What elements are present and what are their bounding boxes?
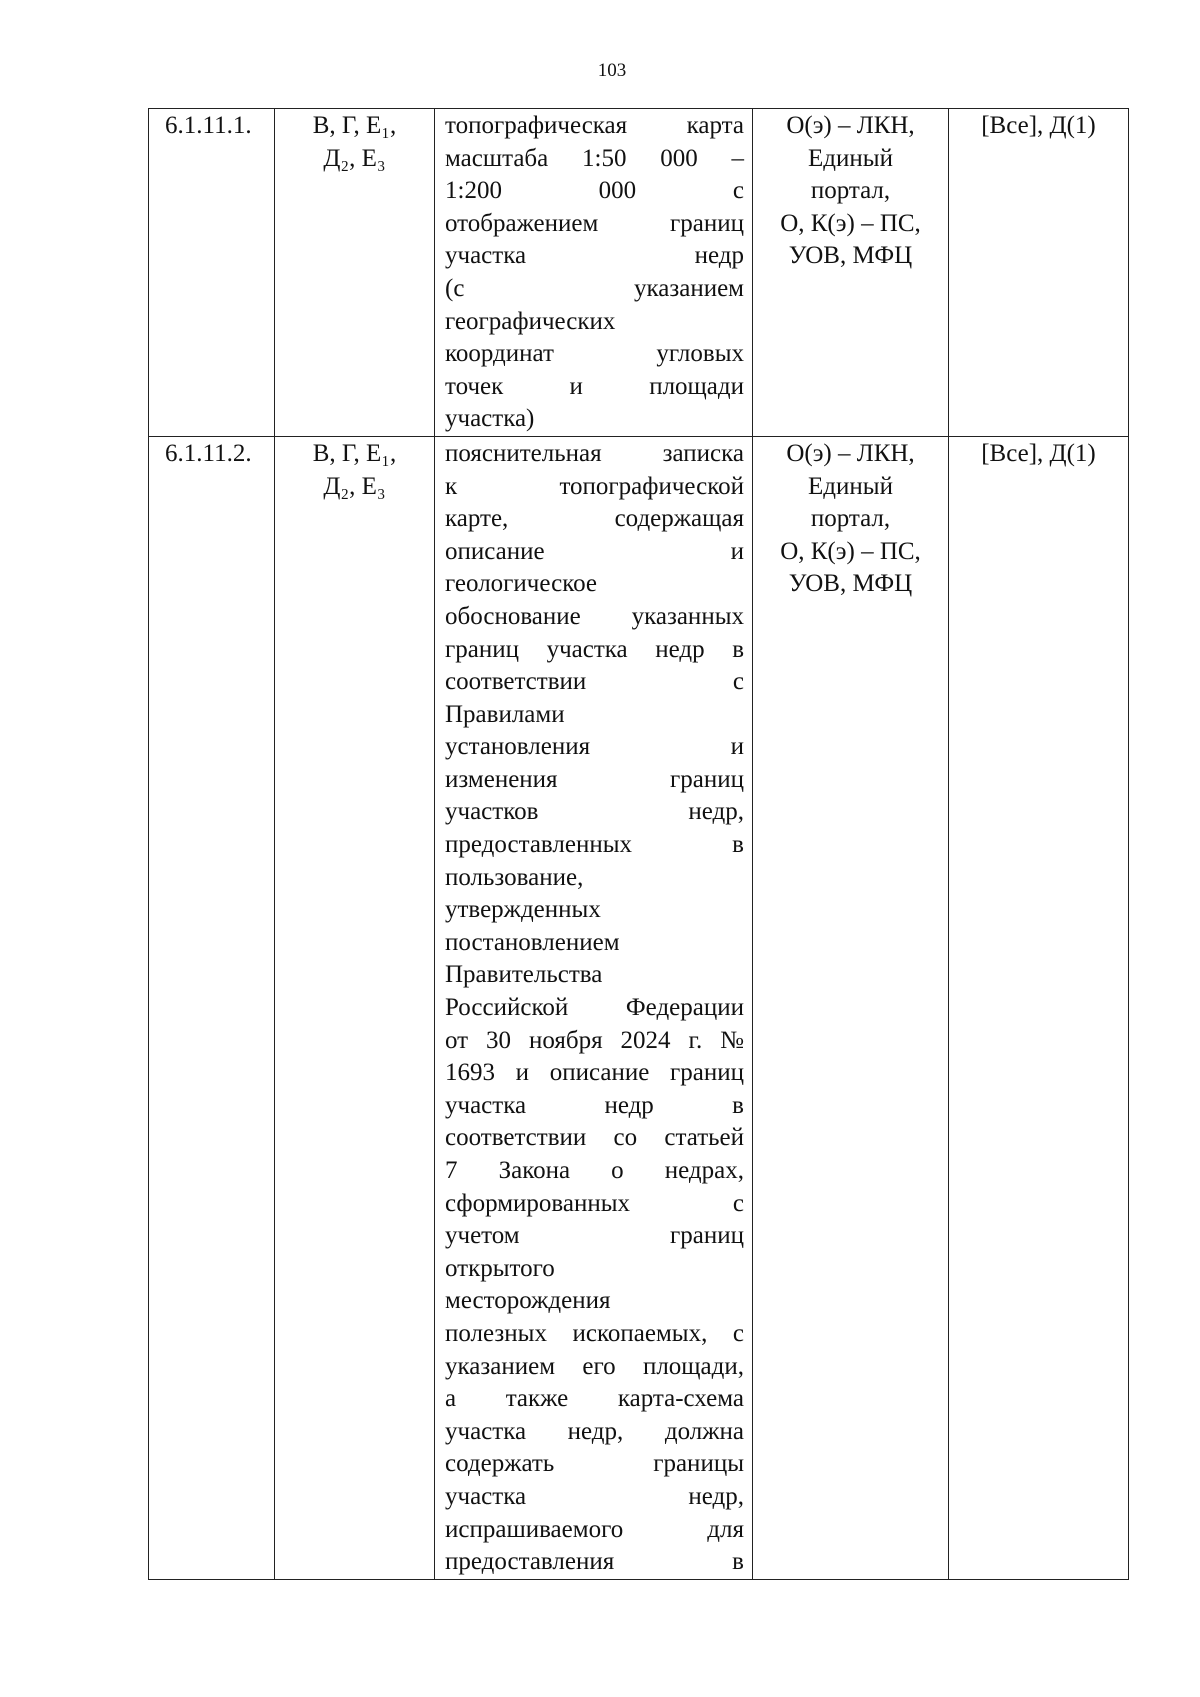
table-row <box>149 436 1129 1579</box>
description-line: изменения границ <box>445 765 744 793</box>
description-line: координат угловых <box>445 340 744 368</box>
description-line: 7 Закона о недрах, <box>445 1157 744 1184</box>
description-line: учетом границ <box>445 1222 744 1250</box>
description-line: полезных ископаемых, с <box>445 1319 744 1347</box>
description-line: участка недр, должна <box>445 1417 744 1445</box>
category-code-line: Д₂, Е₃ <box>323 472 386 500</box>
description-line: Правилами <box>445 700 565 728</box>
submission-method-line: О(э) – ЛКН, <box>786 439 915 467</box>
description-line: испрашиваемого для <box>445 1515 744 1543</box>
category-codes-cell <box>275 109 435 437</box>
category-codes-cell <box>275 436 435 1579</box>
item-number-cell: 6.1.11.1. <box>149 109 275 437</box>
submission-method-line: УОВ, МФЦ <box>788 570 913 598</box>
description-line: утвержденных <box>445 896 601 924</box>
category-code-line: В, Г, Е₁, <box>312 439 397 467</box>
description-line: границ участка недр в <box>445 635 744 663</box>
description-line: Российской Федерации <box>445 994 744 1022</box>
category-code-line: Д₂, Е₃ <box>323 144 386 172</box>
description-line: предоставления в <box>445 1548 744 1576</box>
submission-method-line: Единый <box>808 472 893 500</box>
submission-method-cell <box>753 436 949 1579</box>
table-row <box>149 109 1129 437</box>
description-line: отображением границ <box>445 209 744 237</box>
description-line: указанием его площади, <box>445 1352 744 1380</box>
description-line: 1693 и описание границ <box>445 1059 744 1087</box>
document-description-cell <box>435 109 753 437</box>
description-line: участка) <box>445 405 535 433</box>
item-number-cell: 6.1.11.2. <box>149 436 275 1579</box>
category-code-line: В, Г, Е₁, <box>312 112 397 139</box>
description-line: 1:200 000 с <box>445 177 744 205</box>
description-line: географических <box>445 307 616 335</box>
submission-method-line: О, К(э) – ПС, <box>780 209 921 237</box>
description-line: пользование, <box>445 863 584 891</box>
description-line: открытого <box>445 1254 555 1282</box>
description-line: предоставленных в <box>445 831 744 859</box>
applicant-scope-cell: [Все], Д(1) <box>949 109 1129 437</box>
submission-method-line: О, К(э) – ПС, <box>780 537 921 565</box>
description-line: соответствии со статьей <box>445 1124 744 1152</box>
description-line: к топографической <box>445 472 744 500</box>
description-line: (с указанием <box>445 274 744 302</box>
table-body <box>149 109 1129 1580</box>
description-line: установления и <box>445 733 744 761</box>
description-line: описание и <box>445 537 744 565</box>
submission-method-line: портал, <box>810 177 891 205</box>
description-line: постановлением <box>445 928 620 956</box>
submission-method-line: портал, <box>810 505 891 533</box>
page-number: 103 <box>597 60 627 81</box>
description-line: участка недр, <box>445 1482 744 1510</box>
submission-method-line: О(э) – ЛКН, <box>786 112 915 139</box>
services-table <box>148 108 1129 1580</box>
description-line: участка недр <box>445 242 744 270</box>
description-line: топографическая карта <box>445 112 744 139</box>
description-line: участков недр, <box>445 798 744 826</box>
submission-method-line: Единый <box>808 144 893 172</box>
submission-method-cell <box>753 109 949 437</box>
description-line: соответствии с <box>445 668 744 696</box>
description-line: пояснительная записка <box>445 439 744 467</box>
applicant-scope-cell: [Все], Д(1) <box>949 436 1129 1579</box>
description-line: участка недр в <box>445 1091 744 1119</box>
description-line: точек и площади <box>445 372 744 400</box>
description-line: сформированных с <box>445 1189 744 1217</box>
description-line: месторождения <box>445 1287 611 1315</box>
description-line: от 30 ноября 2024 г. № <box>445 1026 744 1054</box>
description-line: масштаба 1:50 000 – <box>445 144 744 172</box>
submission-method-line: УОВ, МФЦ <box>788 242 913 270</box>
description-line: а также карта-схема <box>445 1385 744 1413</box>
description-line: геологическое <box>445 570 597 598</box>
description-line: содержать границы <box>445 1450 744 1478</box>
description-line: карте, содержащая <box>445 505 744 533</box>
description-line: Правительства <box>445 961 603 989</box>
description-line: обоснование указанных <box>445 602 744 630</box>
document-description-cell <box>435 436 753 1579</box>
